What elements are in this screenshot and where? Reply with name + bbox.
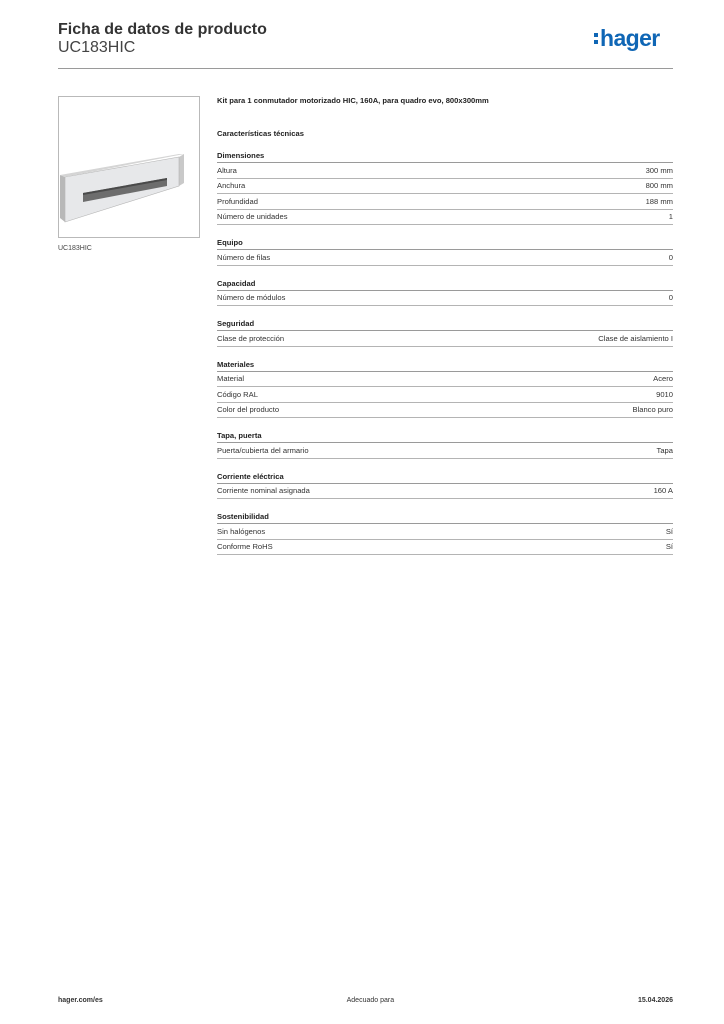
spec-row — [217, 291, 673, 307]
product-description: Kit para 1 conmutador motorizado HIC, 160A, para quadro evo, 800x300mm — [217, 96, 489, 105]
spec-label: Número de módulos — [217, 293, 286, 303]
image-caption: UC183HIC — [58, 245, 92, 252]
group-safety — [217, 319, 673, 347]
spec-value: 1 — [668, 212, 673, 222]
spec-row — [217, 484, 673, 500]
group-electrical-current — [217, 472, 673, 500]
spec-row — [217, 540, 673, 556]
spec-row — [217, 372, 673, 388]
product-details — [217, 96, 673, 555]
spec-label: Profundidad — [217, 196, 258, 206]
page-footer — [58, 997, 673, 1004]
spec-value: Clase de aislamiento I — [598, 333, 673, 343]
spec-value: 0 — [668, 252, 673, 262]
spec-value: Acero — [653, 374, 673, 384]
spec-value: Blanco puro — [632, 405, 673, 415]
spec-value: 300 mm — [645, 165, 673, 175]
spec-label: Corriente nominal asignada — [217, 486, 310, 496]
group-capacity — [217, 279, 673, 307]
product-image — [58, 96, 200, 238]
product-code: UC183HIC — [58, 39, 136, 56]
spec-row — [217, 387, 673, 403]
group-title: Capacidad — [217, 279, 673, 291]
spec-value: 0 — [668, 293, 673, 303]
spec-row — [217, 443, 673, 459]
spec-value: 188 mm — [645, 196, 673, 206]
hager-logo[interactable] — [594, 27, 660, 50]
group-cover-door — [217, 431, 673, 459]
spec-value: Tapa — [656, 445, 673, 455]
spec-label: Número de unidades — [217, 212, 288, 222]
spec-value: Sí — [665, 526, 673, 536]
spec-label: Color del producto — [217, 405, 280, 415]
group-title: Tapa, puerta — [217, 431, 673, 443]
group-materials — [217, 360, 673, 419]
group-title: Sostenibilidad — [217, 512, 673, 524]
spec-label: Sin halógenos — [217, 526, 266, 536]
spec-row — [217, 179, 673, 195]
tech-characteristics-heading: Características técnicas — [217, 129, 304, 138]
group-title: Corriente eléctrica — [217, 472, 673, 484]
spec-value: 9010 — [656, 389, 673, 399]
footer-date: 15.04.2026 — [637, 997, 673, 1004]
group-title: Materiales — [217, 360, 673, 372]
spec-label: Puerta/cubierta del armario — [217, 445, 309, 455]
spec-value: 800 mm — [645, 181, 673, 191]
footer-middle-text: Adecuado para — [346, 997, 395, 1004]
spec-label: Número de filas — [217, 252, 271, 262]
group-dimensions — [217, 151, 673, 225]
group-sustainability — [217, 512, 673, 555]
group-title: Equipo — [217, 238, 673, 250]
spec-label: Clase de protección — [217, 333, 285, 343]
product-panel-image — [59, 97, 199, 237]
group-title: Dimensiones — [217, 151, 673, 163]
spec-label: Conforme RoHS — [217, 542, 273, 552]
spec-label: Código RAL — [217, 389, 258, 399]
spec-row — [217, 331, 673, 347]
group-equipment — [217, 238, 673, 266]
page-title: Ficha de datos de producto — [58, 21, 267, 38]
spec-row — [217, 194, 673, 210]
spec-row — [217, 524, 673, 540]
spec-value: Sí — [665, 542, 673, 552]
logo-text: hager — [600, 25, 660, 51]
logo-dots-icon — [594, 33, 598, 44]
spec-label: Material — [217, 374, 245, 384]
spec-row — [217, 163, 673, 179]
spec-row — [217, 210, 673, 226]
spec-row — [217, 403, 673, 419]
spec-row — [217, 250, 673, 266]
spec-label: Anchura — [217, 181, 246, 191]
spec-label: Altura — [217, 165, 237, 175]
header-divider — [58, 68, 673, 69]
group-title: Seguridad — [217, 319, 673, 331]
footer-website-link[interactable]: hager.com/es — [58, 997, 103, 1004]
spec-value: 160 A — [653, 486, 673, 496]
